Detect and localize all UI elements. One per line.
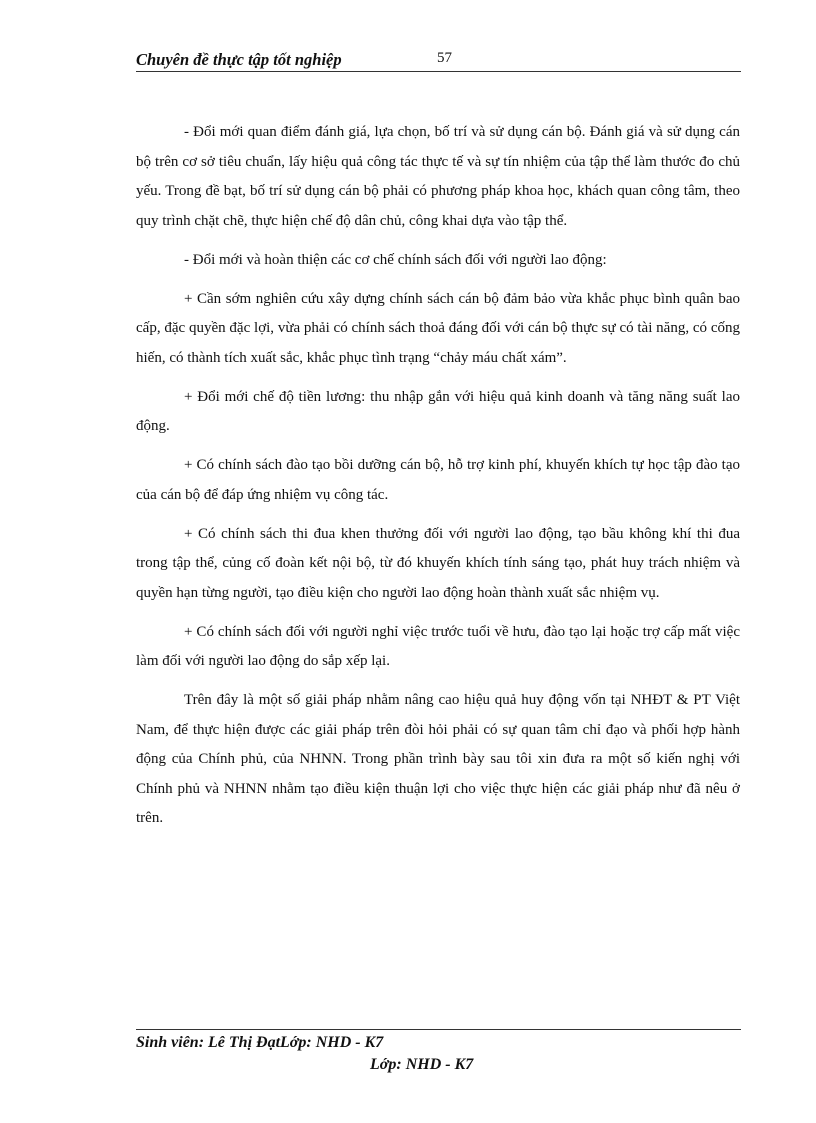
- paragraph-1: - Đổi mới quan điểm đánh giá, lựa chọn, bố trí và sử dụng cán bộ. Đánh giá và sử dụng cán bộ trên cơ sở tiêu chuẩn, lấy hiệu quả công tác thực tế và sự tín nhiệm của tập thể làm thước đo chủ yếu. Trong đề bạt, bố trí sử dụng cán bộ phải có phương pháp khoa học, khách quan công tâm, theo quy trình chặt chẽ, thực hiện chế độ dân chủ, công khai dựa vào tập thể.: [136, 124, 740, 229]
- paragraph-7: + Có chính sách đối với người nghỉ việc trước tuổi về hưu, đào tạo lại hoặc trợ cấp mất việc làm đối với người lao động do sắp xếp lại.: [136, 623, 740, 669]
- paragraph-4: + Đổi mới chế độ tiền lương: thu nhập gắn với hiệu quả kinh doanh và tăng năng suất lao động.: [136, 388, 740, 434]
- paragraph-6: + Có chính sách thi đua khen thưởng đối với người lao động, tạo bầu không khí thi đua trong tập thể, củng cố đoàn kết nội bộ, từ đó khuyến khích tính sáng tạo, phát huy trách nhiệm và quyền hạn từng người, tạo điều kiện cho người lao động hoàn thành xuất sắc nhiệm vụ.: [136, 525, 740, 601]
- footer-student-info: Sinh viên: Lê Thị ĐạtLớp: NHD - K7: [136, 1034, 384, 1051]
- document-body: [136, 118, 740, 843]
- paragraph-5: + Có chính sách đào tạo bồi dưỡng cán bộ, hỗ trợ kinh phí, khuyến khích tự học tập đào tạo của cán bộ để đáp ứng nhiệm vụ công tác.: [136, 457, 740, 503]
- page-header: [136, 48, 741, 72]
- header-title: Chuyên đề thực tập tốt nghiệp: [136, 50, 342, 69]
- page-number: 57: [437, 50, 452, 66]
- paragraph-2: - Đổi mới và hoàn thiện các cơ chế chính sách đối với người lao động:: [184, 251, 607, 268]
- footer-class-info: Lớp: NHD - K7: [370, 1056, 474, 1073]
- paragraph-8: Trên đây là một số giải pháp nhằm nâng cao hiệu quả huy động vốn tại NHĐT & PT Việt Nam, để thực hiện được các giải pháp trên đòi hỏi phải có sự quan tâm chỉ đạo và phối hợp hành động của Chính phủ, của NHNN. Trong phần trình bày sau tôi xin đưa ra một số kiến nghị với Chính phủ và NHNN nhằm tạo điều kiện thuận lợi cho việc thực hiện các giải pháp như đã nêu ở trên.: [136, 692, 740, 826]
- paragraph-3: + Cần sớm nghiên cứu xây dựng chính sách cán bộ đảm bảo vừa khắc phục bình quân bao cấp, đặc quyền đặc lợi, vừa phải có chính sách thoả đáng đối với cán bộ thực sự có tài năng, có cống hiến, có thành tích xuất sắc, khắc phục tình trạng “chảy máu chất xám”.: [136, 290, 740, 366]
- footer-divider: [136, 1029, 741, 1030]
